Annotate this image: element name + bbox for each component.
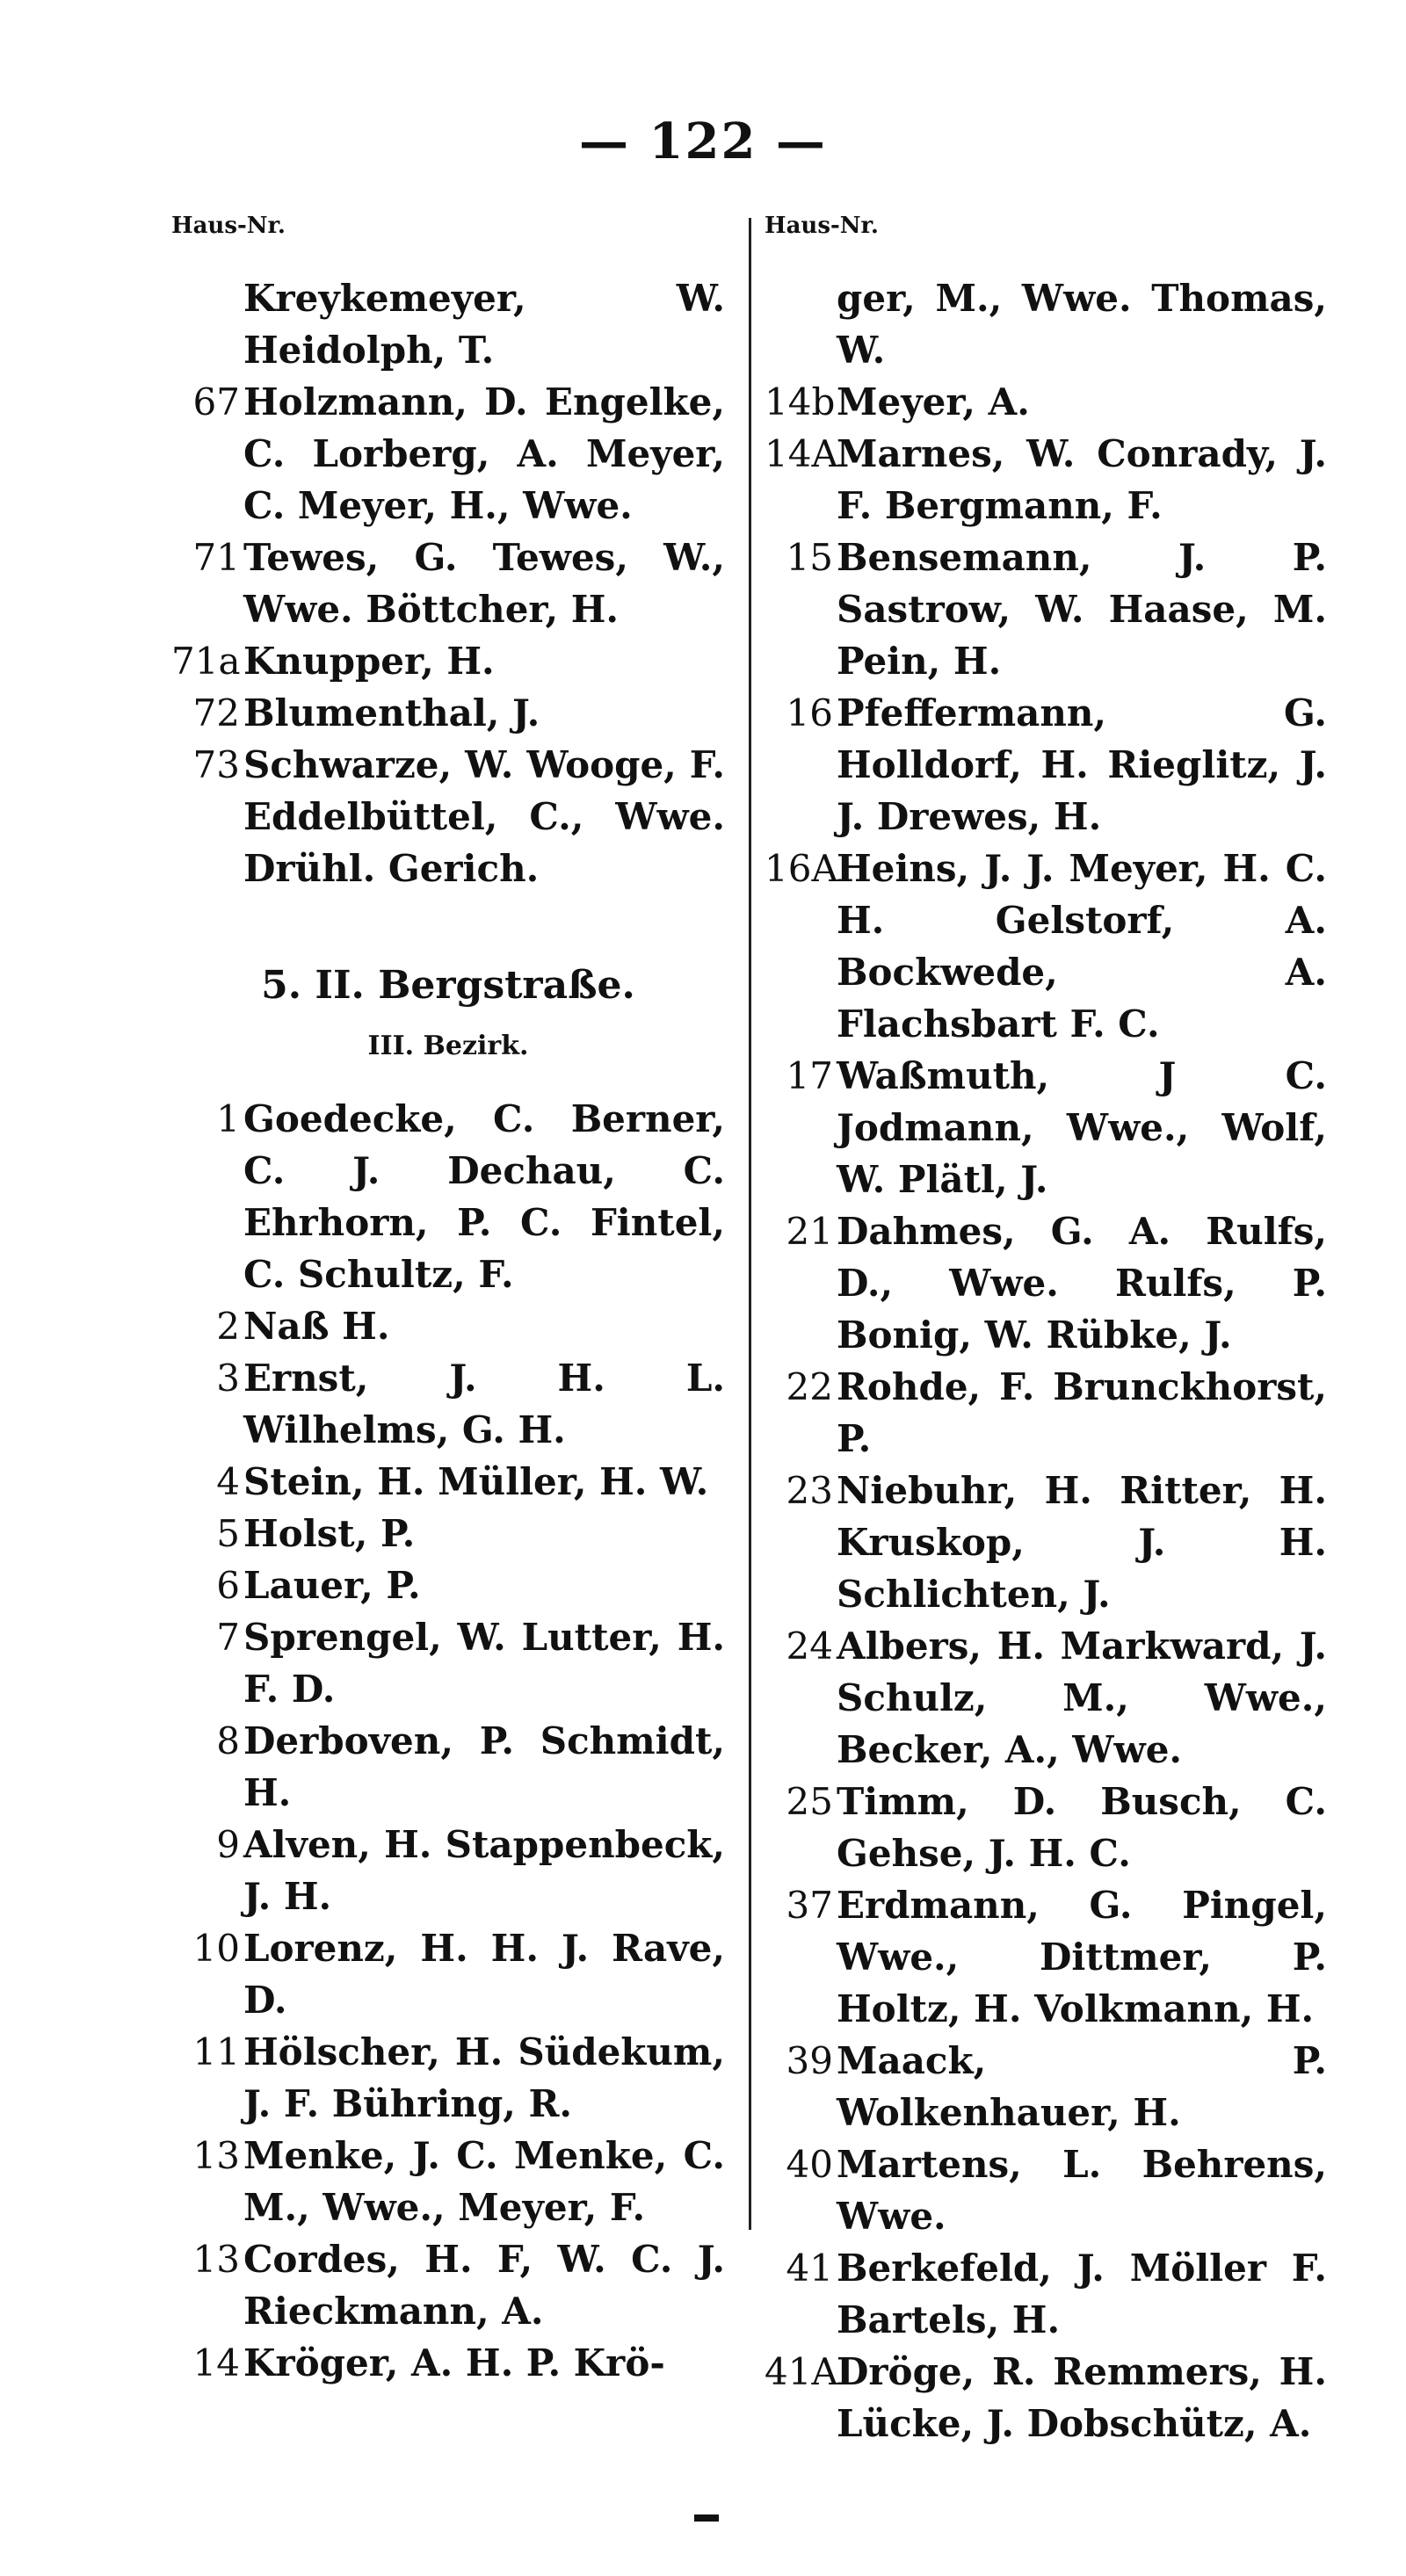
house-number: 41 — [786, 2247, 833, 2290]
page-footer-mark — [694, 2514, 719, 2522]
directory-entry — [171, 1922, 725, 2026]
house-number: 6 — [216, 1564, 240, 1607]
house-number: 14 — [192, 2341, 240, 2384]
directory-entry — [171, 2130, 725, 2233]
directory-entry — [765, 1776, 1327, 1879]
directory-entry — [171, 739, 725, 894]
resident-names: Stein, H. Müller, H. W. — [243, 1460, 709, 1503]
house-number: 8 — [216, 1719, 240, 1762]
resident-names: Maack, P. Wolkenhauer, H. — [837, 2039, 1327, 2134]
house-number: 13 — [192, 2134, 240, 2177]
district-label: III. Bezirk. — [367, 1031, 529, 1061]
resident-names: Waßmuth, J C. Jodmann, Wwe., Wolf, W. Plätl, J. — [837, 1054, 1327, 1201]
house-number: 15 — [786, 536, 833, 579]
directory-entry — [171, 2337, 725, 2389]
section-title: 5. II. Bergstraße. — [261, 963, 635, 1008]
directory-entry — [171, 2026, 725, 2130]
right-entries — [765, 272, 1327, 2449]
resident-names: Kreykemeyer, W. Heidolph, T. — [243, 277, 725, 372]
directory-entry — [765, 376, 1327, 428]
directory-entry — [765, 1050, 1327, 1205]
directory-entry — [171, 2233, 725, 2337]
resident-names: Blumenthal, J. — [243, 691, 540, 734]
resident-names: Dahmes, G. A. Rulfs, D., Wwe. Rulfs, P. Bonig, W. Rübke, J. — [837, 1210, 1327, 1357]
resident-names: Rohde, F. Brunckhorst, P. — [837, 1365, 1327, 1460]
house-number: 67 — [192, 380, 240, 423]
page-title: — 122 — — [579, 112, 827, 170]
directory-entry — [765, 687, 1327, 843]
resident-names: Holzmann, D. Engelke, C. Lorberg, A. Meyer, C. Meyer, H., Wwe. — [243, 380, 725, 527]
resident-names: Naß H. — [243, 1305, 390, 1348]
house-number: 4 — [216, 1460, 240, 1503]
directory-entry — [765, 1465, 1327, 1620]
resident-names: Sprengel, W. Lutter, H. F. D. — [243, 1616, 725, 1711]
resident-names: Heins, J. J. Meyer, H. C. H. Gelstorf, A. Bockwede, A. Flachsbart F. C. — [837, 847, 1327, 1046]
resident-names: Dröge, R. Remmers, H. Lücke, J. Dobschütz, A. — [837, 2350, 1327, 2445]
directory-entry — [765, 1879, 1327, 2035]
house-number: 16A — [765, 847, 838, 890]
directory-entry — [171, 1300, 725, 1352]
right-column-header: Haus-Nr. — [765, 213, 879, 239]
left-column — [171, 272, 725, 2389]
house-number: 24 — [786, 1624, 833, 1668]
house-number: 5 — [216, 1512, 240, 1555]
resident-names: Marnes, W. Conrady, J. F. Bergmann, F. — [837, 432, 1327, 527]
resident-names: Schwarze, W. Wooge, F. Eddelbüttel, C., Wwe. Drühl. Gerich. — [243, 743, 725, 890]
house-number: 40 — [786, 2143, 833, 2186]
house-number: 22 — [786, 1365, 833, 1408]
resident-names: Lorenz, H. H. J. Rave, D. — [243, 1927, 725, 2022]
resident-names: Menke, J. C. Menke, C. M., Wwe., Meyer, F. — [243, 2134, 725, 2229]
house-number: 41A — [765, 2350, 838, 2393]
resident-names: Timm, D. Busch, C. Gehse, J. H. C. — [837, 1780, 1327, 1875]
resident-names: Albers, H. Markward, J. Schulz, M., Wwe., Becker, A., Wwe. — [837, 1624, 1327, 1771]
resident-names: Derboven, P. Schmidt, H. — [243, 1719, 725, 1814]
house-number: 25 — [786, 1780, 833, 1823]
resident-names: Erdmann, G. Pingel, Wwe., Dittmer, P. Holtz, H. Volkmann, H. — [837, 1884, 1327, 2030]
house-number: 7 — [216, 1616, 240, 1659]
house-number: 21 — [786, 1210, 833, 1253]
right-column — [765, 272, 1327, 2449]
house-number: 39 — [786, 2039, 833, 2082]
directory-entry — [171, 272, 725, 376]
directory-entry — [765, 1205, 1327, 1361]
resident-names: Ernst, J. H. L. Wilhelms, G. H. — [243, 1357, 725, 1451]
house-number: 10 — [192, 1927, 240, 1970]
directory-entry — [765, 2035, 1327, 2138]
house-number: 13 — [192, 2238, 240, 2281]
directory-entry — [765, 428, 1327, 532]
directory-entry — [765, 2242, 1327, 2346]
directory-entry — [171, 1352, 725, 1456]
house-number: 14A — [765, 432, 838, 475]
directory-entry — [765, 1361, 1327, 1465]
directory-entry — [171, 1715, 725, 1819]
directory-entry — [171, 1093, 725, 1300]
resident-names: Holst, P. — [243, 1512, 416, 1555]
directory-entry — [171, 532, 725, 635]
resident-names: Meyer, A. — [837, 380, 1030, 423]
resident-names: Goedecke, C. Berner, C. J. Dechau, C. Ehrhorn, P. C. Fintel, C. Schultz, F. — [243, 1097, 725, 1296]
house-number: 17 — [786, 1054, 833, 1097]
house-number: 72 — [192, 691, 240, 734]
directory-entry — [765, 272, 1327, 376]
column-divider — [749, 218, 751, 2230]
resident-names: ger, M., Wwe. Thomas, W. — [837, 277, 1327, 372]
directory-entry — [171, 1456, 725, 1508]
directory-entry — [765, 532, 1327, 687]
resident-names: Martens, L. Behrens, Wwe. — [837, 2143, 1327, 2238]
house-number: 1 — [216, 1097, 240, 1140]
directory-entry — [765, 2138, 1327, 2242]
house-number: 71 — [192, 536, 240, 579]
left-entries-bottom — [171, 1093, 725, 2389]
directory-entry — [765, 843, 1327, 1050]
directory-entry — [171, 635, 725, 687]
resident-names: Lauer, P. — [243, 1564, 421, 1607]
house-number: 16 — [786, 691, 833, 734]
resident-names: Hölscher, H. Südekum, J. F. Bühring, R. — [243, 2030, 725, 2125]
directory-entry — [171, 1611, 725, 1715]
house-number: 11 — [192, 2030, 240, 2073]
resident-names: Pfeffermann, G. Holldorf, H. Rieglitz, J. J. Drewes, H. — [837, 691, 1327, 838]
resident-names: Alven, H. Stappenbeck, J. H. — [243, 1823, 725, 1918]
house-number: 3 — [216, 1357, 240, 1400]
directory-entry — [171, 1819, 725, 1922]
directory-entry — [765, 1620, 1327, 1776]
directory-entry — [171, 1508, 725, 1559]
house-number: 73 — [192, 743, 240, 786]
house-number: 71a — [171, 640, 241, 683]
resident-names: Berkefeld, J. Möller F. Bartels, H. — [837, 2247, 1327, 2341]
left-entries-top — [171, 272, 725, 894]
house-number: 2 — [216, 1305, 240, 1348]
house-number: 9 — [216, 1823, 240, 1866]
directory-entry — [765, 2346, 1327, 2449]
house-number: 37 — [786, 1884, 833, 1927]
resident-names: Cordes, H. F, W. C. J. Rieckmann, A. — [243, 2238, 725, 2333]
resident-names: Tewes, G. Tewes, W., Wwe. Böttcher, H. — [243, 536, 725, 631]
left-column-header: Haus-Nr. — [171, 213, 286, 239]
house-number: 14b — [765, 380, 836, 423]
directory-entry — [171, 1559, 725, 1611]
resident-names: Bensemann, J. P. Sastrow, W. Haase, M. Pein, H. — [837, 536, 1327, 683]
resident-names: Knupper, H. — [243, 640, 495, 683]
house-number: 23 — [786, 1469, 833, 1512]
resident-names: Niebuhr, H. Ritter, H. Kruskop, J. H. Schlichten, J. — [837, 1469, 1327, 1616]
directory-entry — [171, 687, 725, 739]
directory-entry — [171, 376, 725, 532]
resident-names: Kröger, A. H. P. Krö- — [243, 2341, 665, 2384]
